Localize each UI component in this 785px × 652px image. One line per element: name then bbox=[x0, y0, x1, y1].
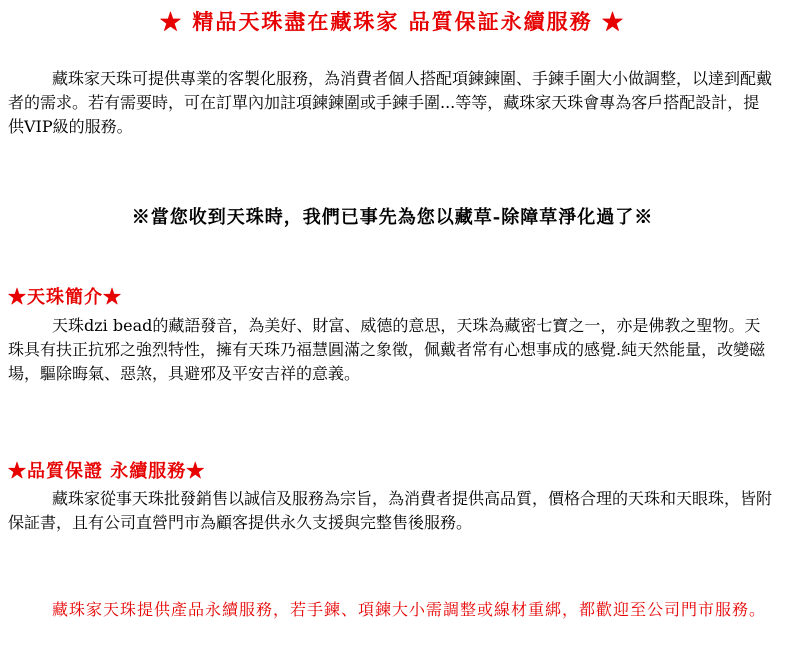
intro-paragraph: 藏珠家天珠可提供專業的客製化服務，為消費者個人搭配項鍊鍊圍、手鍊手圍大小做調整，以達到配戴者的需求。若有需要時，可在訂單內加註項鍊鍊圍或手鍊手圍...等等，藏珠家天珠會專為客戶搭配設計，提供VIP級的服務。 bbox=[8, 69, 773, 136]
section-body-guarantee: 藏珠家從事天珠批發銷售以誠信及服務為宗旨，為消費者提供高品質，價格合理的天珠和天眼珠，皆附保証書，且有公司直營門市為顧客提供永久支援與完整售後服務。 bbox=[8, 489, 773, 532]
section-heading-intro: ★天珠簡介★ bbox=[8, 287, 122, 308]
section-body-intro: 天珠dzi bead的藏語發音，為美好、財富、威德的意思，天珠為藏密七寶之一，亦是佛教之聖物。天珠具有扶正抗邪之強烈特性，擁有天珠乃福慧圓滿之象徵，佩戴者常有心想事成的感覺.純天然能量，改變磁場，驅除晦氣、惡煞，具避邪及平安吉祥的意義。 bbox=[8, 316, 766, 383]
page-headline: ★ 精品天珠盡在藏珠家 品質保証永續服務 ★ bbox=[160, 9, 625, 34]
closing-service-note: 藏珠家天珠提供產品永續服務，若手鍊、項鍊大小需調整或線材重綁，都歡迎至公司門市服務。 bbox=[52, 600, 767, 619]
section-heading-guarantee: ★品質保證 永續服務★ bbox=[8, 461, 206, 482]
purification-notice: ※當您收到天珠時，我們已事先為您以藏草-除障草淨化過了※ bbox=[131, 207, 654, 228]
